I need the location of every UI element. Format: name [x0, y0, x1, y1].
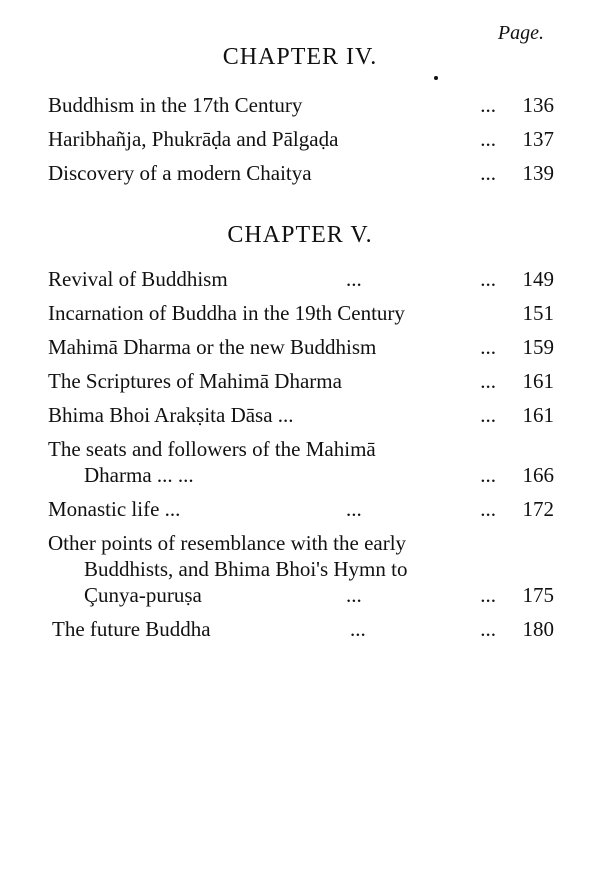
toc-entry[interactable] — [48, 300, 554, 334]
entry-title: Bhima Bhoi Arakṣita Dāsa ... — [48, 403, 294, 427]
entry-title-line: Other points of resemblance with the early — [48, 531, 407, 555]
toc-entry[interactable] — [48, 496, 554, 530]
entry-title-line — [48, 462, 554, 488]
page-number: 180 — [522, 617, 554, 641]
chapter-heading: CHAPTER IV. — [222, 44, 378, 70]
chapter-heading: CHAPTER V. — [227, 222, 373, 248]
leader-dots-mid: ... — [346, 497, 362, 521]
leader-dots: ... — [480, 335, 496, 359]
toc-entry[interactable] — [48, 436, 554, 496]
leader-dots: ... — [480, 369, 496, 393]
leader-dots: ... — [480, 127, 496, 151]
leader-dots: ... — [480, 617, 496, 641]
leader-dots: ... — [480, 583, 496, 607]
entry-title: Buddhism in the 17th Century — [48, 93, 303, 117]
toc-entry[interactable] — [48, 160, 554, 194]
entry-title-line: The seats and followers of the Mahimā — [48, 437, 376, 461]
page-number: 136 — [522, 93, 554, 117]
page-number: 159 — [522, 335, 554, 359]
page-number: 172 — [522, 497, 554, 521]
entry-title: Monastic life ... — [48, 497, 181, 521]
entry-title: The future Buddha — [52, 617, 211, 641]
page-label: Page. — [497, 22, 544, 44]
toc-entry[interactable] — [48, 334, 554, 368]
entry-title-line-text: Dharma ... ... — [84, 463, 194, 487]
toc-entry[interactable] — [48, 530, 554, 616]
leader-dots: ... — [480, 403, 496, 427]
leader-dots-mid: ... — [350, 617, 366, 641]
toc-list — [48, 266, 554, 650]
leader-dots-mid: ... — [346, 267, 362, 291]
toc-entry[interactable] — [48, 92, 554, 126]
entry-title: Discovery of a modern Chaitya — [48, 161, 312, 185]
page-number: 166 — [522, 463, 554, 487]
entry-title-line: Çunya-puruṣa — [84, 583, 202, 607]
page-number: 175 — [522, 583, 554, 607]
entry-title: Incarnation of Buddha in the 19th Century — [48, 301, 405, 325]
entry-title: Mahimā Dharma or the new Buddhism — [48, 335, 377, 359]
stray-ink-mark — [434, 76, 438, 80]
leader-dots: ... — [480, 161, 496, 185]
entry-title-line: Buddhists, and Bhima Bhoi's Hymn to — [84, 557, 408, 581]
toc-entry[interactable] — [52, 616, 554, 650]
toc-entry[interactable] — [48, 266, 554, 300]
leader-dots: ... — [480, 497, 496, 521]
entry-title: Haribhañja, Phukrāḍa and Pālgaḍa — [48, 127, 339, 151]
leader-dots: ... — [480, 463, 496, 487]
leader-dots-mid: ... — [346, 583, 362, 607]
toc-entry[interactable] — [48, 402, 554, 436]
page-number: 161 — [522, 369, 554, 393]
entry-title: The Scriptures of Mahimā Dharma — [48, 369, 342, 393]
toc-entry[interactable] — [48, 368, 554, 402]
leader-dots: ... — [480, 93, 496, 117]
page-number: 139 — [522, 161, 554, 185]
page-number: 151 — [522, 301, 554, 325]
toc-list — [48, 92, 554, 194]
page-number: 161 — [522, 403, 554, 427]
leader-dots: ... — [480, 267, 496, 291]
entry-title: Revival of Buddhism — [48, 267, 228, 291]
toc-entry[interactable] — [48, 126, 554, 160]
page-number: 149 — [522, 267, 554, 291]
page-number: 137 — [522, 127, 554, 151]
